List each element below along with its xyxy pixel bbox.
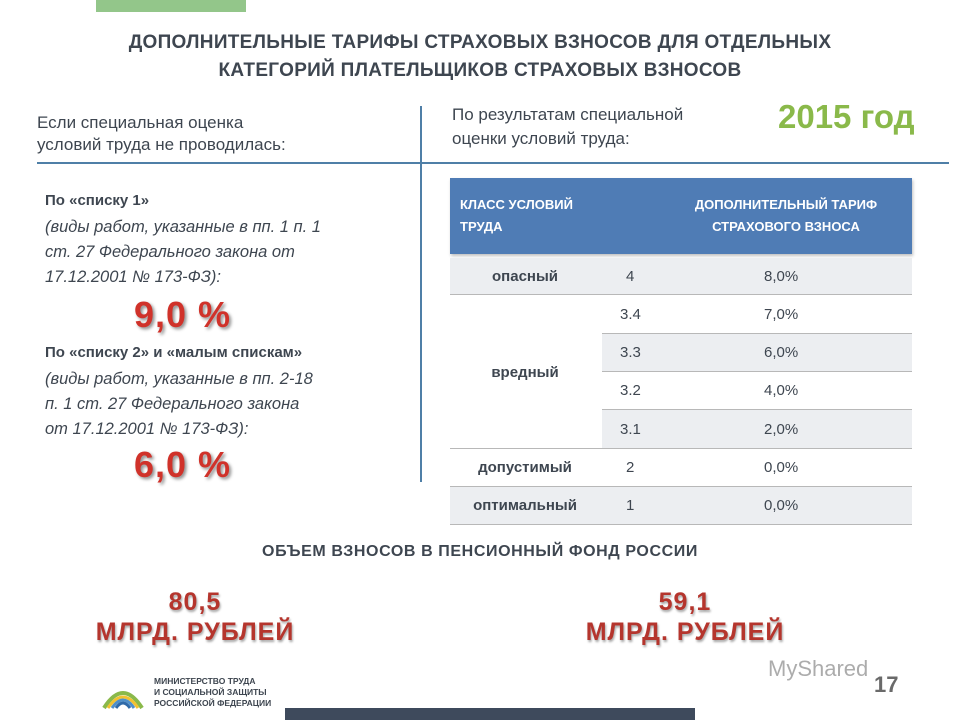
list2-title: По «списку 2» и «малым спискам» [45, 344, 303, 361]
list1-desc-line2: ст. 27 Федерального закона от [45, 243, 295, 261]
rate-cell: 4,0% [764, 382, 799, 399]
header-rate-line1: ДОПОЛНИТЕЛЬНЫЙ ТАРИФ [694, 197, 878, 212]
class-cell: 1 [626, 497, 635, 514]
row-divider [602, 333, 912, 334]
amount-a-value: 80,5 [168, 588, 222, 616]
class-cell: 3.4 [620, 306, 641, 323]
rate-cell: 6,0% [764, 344, 799, 361]
list2-desc-line3: от 17.12.2001 № 173-ФЗ): [45, 420, 249, 438]
category-acceptable: допустимый [478, 459, 572, 476]
list2-desc-line1: (виды работ, указанные в пп. 2-18 [45, 370, 313, 388]
footer-bar [285, 708, 695, 720]
list1-description [45, 215, 410, 290]
rate-cell: 7,0% [764, 306, 799, 323]
row-divider [602, 409, 912, 410]
list1-desc-line3: 17.12.2001 № 173-ФЗ): [45, 268, 221, 286]
category-dangerous: опасный [492, 268, 558, 285]
row-band-31 [602, 410, 912, 448]
list2-rate: 6,0 % [134, 444, 232, 485]
list1-rate: 9,0 % [134, 294, 232, 335]
rate-cell: 8,0% [764, 268, 799, 285]
header-class-line2: ТРУДА [460, 219, 503, 234]
table-header [450, 178, 912, 254]
ministry-logo-icon [100, 670, 146, 716]
class-cell: 3.2 [620, 382, 641, 399]
right-heading-line2: оценки условий труда: [452, 129, 630, 148]
page-number: 17 [874, 672, 899, 697]
header-class-line1: КЛАСС УСЛОВИЙ [460, 197, 573, 212]
right-heading-line1: По результатам специальной [452, 105, 684, 124]
rate-cell: 0,0% [764, 459, 799, 476]
list2-desc-line2: п. 1 ст. 27 Федерального закона [45, 395, 300, 413]
category-harmful: вредный [491, 364, 559, 381]
watermark: MyShared [768, 656, 869, 681]
row-divider [450, 486, 912, 487]
top-accent-bar [96, 0, 246, 12]
class-cell: 4 [626, 268, 635, 285]
row-band-33 [602, 334, 912, 372]
class-cell: 3.3 [620, 344, 641, 361]
amount-a [60, 587, 330, 647]
pension-fund-title: ОБЪЕМ ВЗНОСОВ В ПЕНСИОННЫЙ ФОНД РОССИИ [262, 543, 698, 560]
page-title-line2: КАТЕГОРИЙ ПЛАТЕЛЬЩИКОВ СТРАХОВЫХ ВЗНОСОВ [218, 60, 742, 81]
right-heading [452, 103, 762, 151]
horizontal-divider [37, 162, 949, 164]
left-heading-line1: Если специальная оценка [37, 113, 244, 132]
ministry-line3: РОССИЙСКОЙ ФЕДЕРАЦИИ [154, 698, 272, 708]
amount-a-unit: МЛРД. РУБЛЕЙ [95, 618, 295, 646]
row-divider [602, 371, 912, 372]
list1-title: По «списку 1» [45, 192, 150, 209]
category-optimal: оптимальный [473, 497, 577, 514]
class-cell: 3.1 [620, 421, 641, 438]
class-cell: 2 [626, 459, 635, 476]
ministry-line1: МИНИСТЕРСТВО ТРУДА [154, 676, 256, 686]
list2-description [45, 367, 410, 442]
amount-b-unit: МЛРД. РУБЛЕЙ [585, 618, 785, 646]
header-class [460, 194, 620, 238]
left-heading-line2: условий труда не проводилась: [37, 135, 286, 154]
ministry-name [154, 676, 271, 709]
page-title-line1: ДОПОЛНИТЕЛЬНЫЕ ТАРИФЫ СТРАХОВЫХ ВЗНОСОВ ДЛЯ ОТДЕЛЬНЫХ [128, 32, 832, 53]
rate-cell: 0,0% [764, 497, 799, 514]
list1-desc-line1: (виды работ, указанные в пп. 1 п. 1 [45, 218, 321, 236]
row-divider [450, 294, 912, 295]
header-rate [666, 194, 906, 238]
row-divider [450, 448, 912, 449]
amount-b-value: 59,1 [658, 588, 712, 616]
rate-cell: 2,0% [764, 421, 799, 438]
left-heading [37, 112, 407, 156]
row-divider [450, 524, 912, 525]
header-rate-line2: СТРАХОВОГО ВЗНОСА [712, 219, 860, 234]
amount-b [550, 587, 820, 647]
ministry-line2: И СОЦИАЛЬНОЙ ЗАЩИТЫ [154, 687, 267, 697]
year-label: 2015 год [778, 98, 915, 135]
